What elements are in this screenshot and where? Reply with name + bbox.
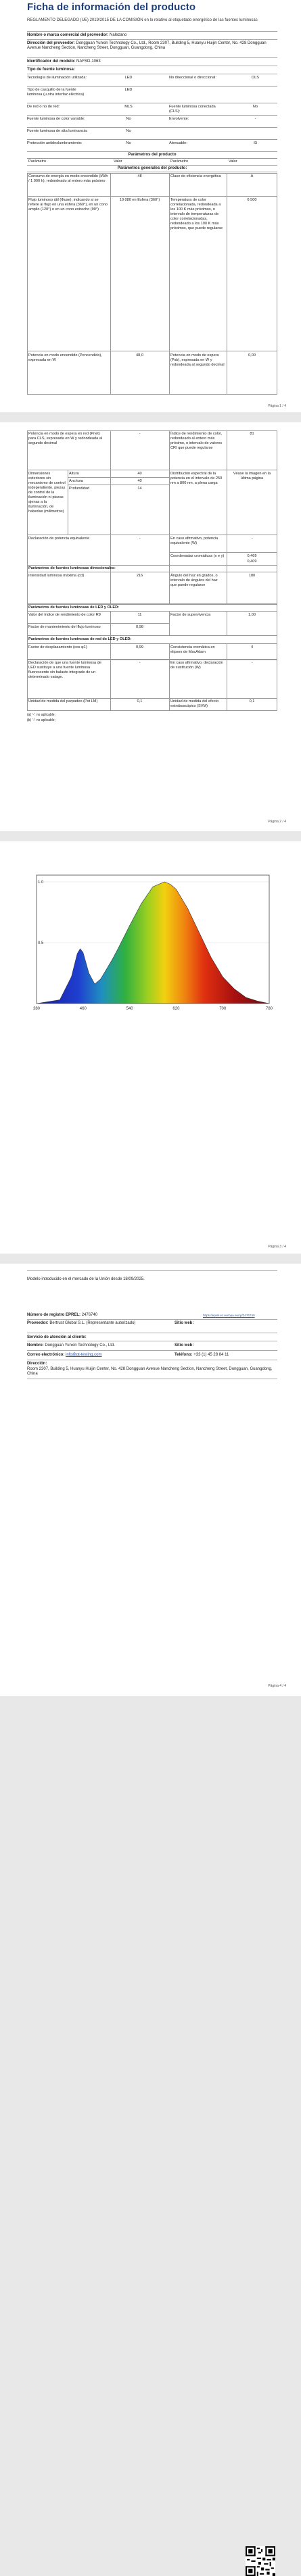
general-title: Parámetros generales del producto: — [117, 166, 187, 170]
param-value: 4 — [250, 645, 254, 649]
phone-row: Teléfono: +33 (1) 45 28 84 11 — [175, 1353, 229, 1357]
param-value: 180 — [248, 574, 256, 578]
param-label: Declaración de que una fuente luminosa de LED sustituye a una fuente luminosa fluorescente sin balasto integrado de un determinado vatage. — [28, 661, 101, 679]
type-value: No — [126, 117, 131, 121]
page-2 — [0, 422, 301, 831]
registry-row: Número de registro EPREL: 2476740 — [27, 1313, 98, 1317]
param-label: Factor de mantenimiento del flujo luminoso — [28, 625, 101, 629]
param-value: 1,00 — [248, 613, 256, 617]
dim-key: Profundidad — [69, 487, 90, 491]
param-value: 6 500 — [247, 198, 257, 202]
param-value: - — [139, 432, 141, 436]
param-label: Factor de desplazamiento (cos φ1) — [28, 645, 87, 649]
type-label: Atenuable: — [169, 141, 187, 145]
param-value: 0,1 — [249, 699, 255, 703]
spectral-distribution-chart — [27, 868, 277, 1027]
y-tick-label: 1.0 — [38, 881, 44, 885]
params-title: Parámetros del producto — [128, 153, 177, 157]
x-tick-label: 700 — [219, 1007, 227, 1011]
type-value: DLS — [252, 76, 259, 80]
param-label: Consistencia cromática en elipses de MacAdam — [170, 645, 215, 654]
type-label: De red o no de red: — [27, 105, 60, 109]
type-label: No direccional o direccional: — [169, 76, 216, 80]
type-label: Envolvente: — [169, 117, 189, 121]
type-label: Tipo de casquillo de la fuente luminosa (u otra interfaz eléctrica) — [27, 88, 85, 97]
param-label: Declaración de potencia equivalente — [28, 537, 90, 541]
type-label: Fuente luminosa de color variable: — [27, 117, 85, 121]
param-label: Factor de supervivencia — [170, 613, 211, 617]
page-1 — [0, 0, 301, 412]
qr-link[interactable]: https://eprel.ec.europa.eu/qr/2476740 — [203, 1314, 255, 1317]
param-value: 0,00 — [248, 353, 256, 357]
name-row: Nombre: Dongguan Yunxin Technology Co., Ltd. — [27, 1343, 115, 1347]
email-link[interactable]: info@gt-testing.com — [66, 1353, 102, 1357]
footnote-a: (a) '-': no aplicable; — [27, 713, 55, 717]
param-value: 0,469 — [247, 554, 257, 558]
param-label: Índice de rendimiento de color, redondeado al entero más próximo, o intervalo de valores CRI que puede regularse — [170, 432, 223, 450]
page-title: Ficha de información del producto — [27, 1, 196, 13]
page-4 — [0, 1264, 301, 1696]
param-value: 10 080 en Esfera (360°) — [119, 198, 160, 202]
type-value: No — [126, 129, 131, 133]
col-value: Valor — [229, 159, 237, 164]
page-number: Página 1 / 4 — [268, 404, 286, 408]
param-value: - — [251, 661, 253, 665]
param-value: 0,99 — [136, 645, 143, 649]
param-label: Consumo de energía en modo encendido (kWh / 1 000 h), redondeado al entero más próximo — [28, 174, 108, 183]
param-label: Ángulo del haz en grados, o intervalo de ángulos del haz que puede regularse — [170, 574, 218, 587]
qr-code[interactable] — [246, 2546, 275, 2576]
type-value: LED — [124, 88, 133, 92]
model-row: Identificador del modelo: NAFSD-1063 — [27, 59, 101, 64]
y-tick-label: 0.5 — [38, 941, 44, 945]
param-label: Clase de eficiencia energética — [170, 174, 221, 178]
param-label: Valor del índice de rendimiento de color R9 — [28, 613, 101, 617]
led-title: Parámetros de fuentes luminosas de LED y OLED: — [28, 605, 119, 610]
param-label: En caso afirmativo, potencia equivalente (W) — [170, 537, 218, 545]
dim-value: 40 — [137, 472, 142, 476]
x-tick-label: 620 — [172, 1007, 180, 1011]
param-label: Intensidad luminosa máxima (cd) — [28, 574, 85, 578]
param-label: Potencia en modo encendido (Pencendido), expresada en W — [28, 353, 102, 362]
supplier-address-row: Dirección del proveedor: Dongguan Yunxin Technology Co., Ltd., Room 2307, Building 5, Huanyu Huijin Center, No. 428 Dongguan Avenue Nancheng Section, Nancheng Street, Dongguan, Guangdong, China — [27, 41, 267, 51]
param-value: Véase la imagen en la última página — [233, 472, 271, 480]
param-value: 0,409 — [247, 560, 257, 564]
param-label: Flujo luminoso útil (Φuse), indicando si se refiere al flujo en una esfera (360°), en un cono amplio (120°) o en un cono estrecho (90°) — [28, 198, 108, 212]
param-label: Temperatura de color correlacionada, redondeada a los 100 K más próximos, o intervalo de temperaturas de color correlacionadas, redondeado a los 100 K más próximos, que puede regularse — [170, 198, 223, 230]
type-label: Fuente luminosa de alta luminancia: — [27, 129, 88, 133]
supplier-name-row: Nombre o marca comercial del proveedor: Nalezano — [27, 33, 127, 37]
type-value: LED — [124, 76, 133, 80]
page-number: Página 3 / 4 — [268, 1245, 286, 1249]
page-number: Página 4 / 4 — [268, 1684, 286, 1688]
param-value: - — [139, 537, 141, 541]
address-label: Dirección: — [27, 1362, 47, 1366]
provider-row: Proveedor: Bertrust Global S.L. (Representante autorizado) — [27, 1321, 136, 1325]
param-value: 11 — [137, 613, 142, 617]
website-label: Sitio web: — [175, 1321, 194, 1325]
param-value: A — [250, 174, 254, 178]
type-label: Fuente luminosa conectada (CLS): — [169, 105, 216, 114]
page-3 — [0, 841, 301, 1254]
x-tick-label: 780 — [265, 1007, 273, 1011]
type-value: - — [254, 117, 256, 121]
param-value: 81 — [250, 432, 254, 436]
param-label: Distribución espectral de la potencia en el intervalo de 250 nm a 800 nm, a plena carga — [170, 472, 223, 485]
x-tick-label: 380 — [32, 1007, 41, 1011]
page-number: Página 2 / 4 — [268, 820, 286, 824]
param-value: - — [251, 537, 253, 541]
email-row: Correo electrónico: info@gt-testing.com — [27, 1353, 102, 1357]
website-label: Sitio web: — [175, 1343, 194, 1347]
param-label: Potencia en modo de espera (Psb), expresada en W y redondeada al segundo decimal — [170, 353, 225, 367]
dim-key: Altura — [69, 472, 79, 476]
x-tick-label: 540 — [126, 1007, 133, 1011]
address-text: Room 2307, Building 5, Huanyu Huijin Center, No. 428 Dongguan Avenue Nancheng Section, Nancheng Street, Dongguan, Guangdong, China — [27, 1367, 273, 1377]
type-value: No — [126, 141, 131, 145]
service-title: Servicio de atención al cliente: — [27, 1335, 87, 1339]
col-value: Valor — [114, 159, 122, 164]
led-mains-title: Parámetros de fuentes luminosas de red de LED y OLED: — [28, 637, 132, 641]
dim-key: Anchura — [69, 479, 83, 483]
type-label: Tecnología de iluminación utilizada: — [27, 76, 87, 80]
dim-value: 40 — [137, 479, 142, 483]
dim-value: 14 — [137, 487, 142, 491]
param-value: - — [139, 661, 141, 665]
param-label: Unidad de medida del efecto estroboscópico (SVM) — [170, 699, 219, 708]
footnote-b: (b) '-': no aplicable; — [27, 718, 55, 722]
type-value: No — [252, 105, 258, 109]
param-label: Coordenadas cromáticas (x e y) — [170, 554, 225, 558]
dims-label: Dimensiones exteriores sin mecanismo de control independiente, piezas de control de la iluminación ni piezas ajenas a la iluminación, de haberlas (milímetros) — [28, 472, 66, 514]
light-type-heading: Tipo de fuente luminosa: — [27, 68, 75, 72]
col-param: Parámetro — [28, 159, 47, 164]
param-value: 0,1 — [137, 699, 143, 703]
type-value: MLS — [124, 105, 133, 109]
type-label: Protección antideslumbramiento: — [27, 141, 83, 145]
dir-title: Parámetros de fuentes luminosas direccionales: — [28, 566, 116, 570]
x-tick-label: 460 — [79, 1007, 87, 1011]
param-value: 0,98 — [136, 625, 143, 629]
param-value: 48,0 — [136, 353, 143, 357]
market-text: Modelo introducido en el mercado de la Unión desde 18/09/2025. — [27, 1277, 145, 1281]
col-param: Parámetro — [170, 159, 189, 164]
param-label: Potencia en modo de espera en red (Pnet) para CLS, expresada en W y redondeada al segundo decimal — [28, 432, 103, 445]
param-value: 216 — [136, 574, 143, 578]
param-value: 48 — [137, 174, 142, 178]
param-label: Unidad de medida del parpadeo (Pst LM) — [28, 699, 98, 703]
type-value: Sí — [253, 141, 258, 145]
param-label: En caso afirmativo, declaración de sustitución (W) — [170, 661, 223, 670]
regulation-text: REGLAMENTO DELEGADO (UE) 2019/2015 DE LA COMISIÓN en lo relativo al etiquetado energético de las fuentes luminosas — [27, 18, 258, 22]
